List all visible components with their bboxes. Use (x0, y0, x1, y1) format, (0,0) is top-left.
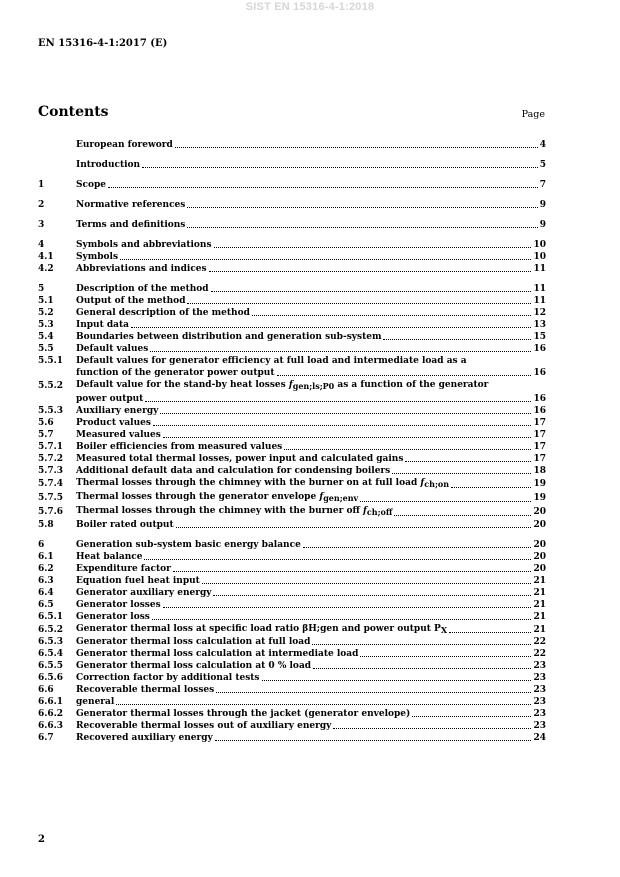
toc-entry-page: 13 (533, 320, 546, 330)
dot-leader (262, 680, 532, 681)
toc-entry-page: 22 (533, 637, 546, 647)
toc-entry-title: European foreword (76, 140, 173, 150)
dot-leader (175, 147, 538, 148)
dot-leader (360, 656, 531, 657)
toc-entry-title: Introduction (76, 160, 141, 170)
toc-entry-title: Generator thermal loss calculation at 0 % load (76, 661, 312, 671)
dot-leader (405, 461, 531, 462)
toc-entry-number: 5.8 (38, 520, 54, 530)
toc-entry-page: 21 (533, 600, 546, 610)
dot-leader (187, 207, 537, 208)
toc-entry-title: power output (76, 394, 144, 404)
toc-entry-number: 6.4 (38, 588, 54, 598)
dot-leader (108, 187, 538, 188)
toc-entry-page: 5 (539, 160, 546, 170)
toc-entry-title: Generator thermal loss calculation at intermediate load (76, 649, 359, 659)
toc-entry-number: 5.7 (38, 430, 54, 440)
dot-leader (163, 437, 532, 438)
dot-leader (412, 716, 531, 717)
toc-entry[interactable] (38, 319, 546, 331)
dot-leader (176, 527, 532, 528)
toc-entry-title: Expenditure factor (76, 564, 171, 574)
dot-leader (142, 167, 538, 168)
toc-entry-number: 2 (38, 200, 45, 210)
dot-leader (277, 375, 532, 376)
watermark: SIST EN 15316-4-1:2018 (245, 1, 375, 13)
dot-leader (313, 668, 531, 669)
toc-entry-page: 23 (533, 697, 546, 707)
toc-entry[interactable] (38, 575, 546, 587)
dot-leader (284, 449, 531, 450)
toc-entry-page: 21 (533, 588, 546, 598)
toc-entry-page: 17 (533, 454, 546, 464)
dot-leader (392, 473, 531, 474)
toc-entry-title: Symbols and abbreviations (76, 240, 212, 250)
toc-entry-page: 23 (533, 685, 546, 695)
toc-entry-number: 6.5.4 (38, 649, 64, 659)
contents-title: Contents (38, 104, 109, 120)
toc-entry-page: 11 (533, 296, 546, 306)
toc-entry-title: Thermal losses through the chimney with the burner off fch;off (76, 506, 393, 517)
toc-entry-number: 4.2 (38, 264, 54, 274)
math-symbol: f (420, 478, 425, 488)
dot-leader (360, 501, 531, 502)
toc-entry-title: Normative references (76, 200, 186, 210)
toc-entry[interactable] (38, 343, 546, 355)
toc-entry-page: 19 (533, 493, 546, 503)
dot-leader (312, 644, 531, 645)
toc-entry-title: Measured total thermal losses, power input and calculated gains (76, 454, 404, 464)
toc-entry-number: 4 (38, 240, 45, 250)
math-symbol: f (363, 506, 367, 516)
toc-entry[interactable] (38, 491, 546, 505)
toc-entry-number: 6.6.1 (38, 697, 64, 707)
dot-leader (120, 259, 531, 260)
dot-leader (163, 607, 532, 608)
toc-entry-number: 5.1 (38, 296, 54, 306)
toc-entry-number: 5.7.2 (38, 454, 64, 464)
toc-entry[interactable] (38, 219, 546, 231)
toc-entry[interactable] (38, 551, 546, 563)
toc-entry-title: Default value for the stand-by heat losses fgen;ls;P0 as a function of the generator (76, 380, 489, 391)
toc-entry[interactable] (38, 648, 546, 660)
math-subscript: gen;ls;P0 (292, 381, 335, 391)
toc-entry-title: Output of the method (76, 296, 186, 306)
toc-entry-number: 6.3 (38, 576, 54, 586)
toc-entry-title: function of the generator power output (76, 368, 275, 378)
dot-leader (214, 247, 532, 248)
toc-entry[interactable] (38, 159, 546, 171)
toc-entry-page: 23 (533, 721, 546, 731)
dot-leader (213, 595, 531, 596)
toc-entry-number: 5.5.2 (38, 381, 64, 391)
toc-entry[interactable] (38, 708, 546, 720)
toc-entry-page: 21 (533, 576, 546, 586)
toc-entry[interactable] (38, 453, 546, 465)
toc-entry-title: Measured values (76, 430, 161, 440)
toc-entry[interactable] (38, 139, 546, 151)
toc-entry-number: 5.5.1 (38, 356, 64, 366)
toc-entry-title: Thermal losses through the generator envelope fgen;env (76, 492, 359, 503)
dot-leader (131, 327, 531, 328)
toc-entry-number: 5.7.6 (38, 507, 64, 517)
dot-leader (383, 339, 531, 340)
toc-entry-number: 5 (38, 284, 45, 294)
math-subscript: ch;on (424, 479, 450, 489)
toc-entry-page: 17 (533, 442, 546, 452)
toc-entry[interactable] (38, 539, 546, 551)
dot-leader (202, 583, 532, 584)
toc-entry-page: 11 (533, 284, 546, 294)
toc-entry-number: 6.1 (38, 552, 54, 562)
toc-entry-number: 5.7.4 (38, 479, 64, 489)
toc-entry-number: 6.2 (38, 564, 54, 574)
toc-entry[interactable] (38, 672, 546, 684)
toc-entry[interactable] (38, 417, 546, 429)
dot-leader (145, 401, 531, 402)
toc-entry[interactable] (38, 429, 546, 441)
dot-leader (152, 619, 532, 620)
toc-entry[interactable] (38, 307, 546, 319)
dot-leader (187, 303, 531, 304)
dot-leader (150, 351, 531, 352)
toc-entry-title: Generator thermal loss calculation at full load (76, 637, 311, 647)
toc-entry-title: Recoverable thermal losses out of auxiliary energy (76, 721, 332, 731)
toc-entry-title: Generator thermal losses through the jacket (generator envelope) (76, 709, 411, 719)
dot-leader (252, 315, 532, 316)
dot-leader (116, 704, 531, 705)
toc-entry-title: Boiler rated output (76, 520, 174, 530)
dot-leader (173, 571, 532, 572)
dot-leader (187, 227, 537, 228)
toc-entry-page: 20 (533, 520, 546, 530)
toc-entry[interactable] (38, 477, 546, 491)
toc-entry[interactable] (38, 295, 546, 307)
toc-entry[interactable] (38, 179, 546, 191)
toc-entry-title: Generation sub-system basic energy balance (76, 540, 301, 550)
dot-leader (333, 728, 531, 729)
table-of-contents (38, 139, 546, 744)
toc-entry[interactable] (38, 393, 546, 405)
toc-entry[interactable] (38, 684, 546, 696)
toc-entry-title: Correction factor by additional tests (76, 673, 260, 683)
toc-entry-number: 4.1 (38, 252, 54, 262)
toc-entry-number: 5.4 (38, 332, 54, 342)
toc-entry-title: Generator losses (76, 600, 161, 610)
dot-leader (451, 487, 531, 488)
toc-entry-title: Default values (76, 344, 149, 354)
toc-entry-page: 7 (539, 180, 546, 190)
toc-entry-title: Product values (76, 418, 151, 428)
toc-entry-page: 18 (533, 466, 546, 476)
toc-entry-page: 16 (533, 394, 546, 404)
toc-entry-page: 21 (533, 625, 546, 635)
toc-entry-number: 6 (38, 540, 45, 550)
toc-entry[interactable] (38, 355, 546, 367)
toc-entry-page: 11 (533, 264, 546, 274)
toc-entry-page: 16 (533, 344, 546, 354)
toc-entry-number: 3 (38, 220, 45, 230)
math-symbol: f (288, 380, 293, 390)
toc-entry-number: 5.3 (38, 320, 54, 330)
toc-entry[interactable] (38, 599, 546, 611)
dot-leader (449, 632, 531, 633)
toc-entry-page: 22 (533, 649, 546, 659)
toc-entry-number: 6.7 (38, 733, 54, 743)
dot-leader (215, 740, 532, 741)
toc-entry-number: 1 (38, 180, 45, 190)
toc-entry-number: 5.2 (38, 308, 54, 318)
toc-entry[interactable] (38, 283, 546, 295)
toc-entry[interactable] (38, 441, 546, 453)
toc-entry-page: 15 (533, 332, 546, 342)
toc-entry-title: Boundaries between distribution and generation sub-system (76, 332, 382, 342)
page-column-label: Page (521, 109, 545, 120)
toc-entry-number: 5.7.5 (38, 493, 64, 503)
toc-entry-title: Recoverable thermal losses (76, 685, 215, 695)
toc-entry-number: 6.5.1 (38, 612, 64, 622)
toc-entry-page: 21 (533, 612, 546, 622)
toc-entry[interactable] (38, 199, 546, 211)
toc-entry-title: Input data (76, 320, 129, 330)
toc-entry-title: Heat balance (76, 552, 143, 562)
toc-entry-number: 5.7.1 (38, 442, 64, 452)
toc-entry-title: Recovered auxiliary energy (76, 733, 213, 743)
toc-entry-number: 6.5.6 (38, 673, 64, 683)
toc-entry-page: 24 (533, 733, 546, 743)
toc-entry-title: Boiler efficiencies from measured values (76, 442, 283, 452)
toc-entry-title: General description of the method (76, 308, 250, 318)
toc-entry[interactable] (38, 367, 546, 379)
toc-entry-page: 9 (539, 220, 546, 230)
toc-entry-page: 17 (533, 418, 546, 428)
toc-entry-title: Abbreviations and indices (76, 264, 207, 274)
toc-entry-title: Thermal losses through the chimney with the burner on at full load fch;on (76, 478, 450, 489)
toc-entry-number: 6.5.3 (38, 637, 64, 647)
toc-entry-page: 9 (539, 200, 546, 210)
toc-entry[interactable] (38, 465, 546, 477)
toc-entry[interactable] (38, 263, 546, 275)
dot-leader (160, 413, 531, 414)
toc-entry-number: 6.5.5 (38, 661, 64, 671)
toc-entry[interactable] (38, 331, 546, 343)
toc-entry-page: 20 (533, 540, 546, 550)
toc-entry-page: 4 (539, 140, 546, 150)
dot-leader (211, 291, 532, 292)
dot-leader (216, 692, 531, 693)
dot-leader (209, 271, 532, 272)
toc-entry[interactable] (38, 251, 546, 263)
toc-entry-title: Generator auxiliary energy (76, 588, 212, 598)
toc-entry[interactable] (38, 379, 546, 393)
toc-entry-page: 20 (533, 564, 546, 574)
math-subscript: X (440, 625, 448, 635)
toc-entry[interactable] (38, 660, 546, 672)
toc-entry-title: Additional default data and calculation for condensing boilers (76, 466, 391, 476)
math-symbol: f (319, 492, 324, 502)
toc-entry-page: 19 (533, 479, 546, 489)
toc-entry[interactable] (38, 623, 546, 636)
toc-entry-title: Auxiliary energy (76, 406, 159, 416)
toc-entry-title: general (76, 697, 115, 707)
toc-entry-page: 16 (533, 406, 546, 416)
dot-leader (303, 547, 532, 548)
toc-entry[interactable] (38, 636, 546, 648)
toc-entry-page: 23 (533, 661, 546, 671)
math-subscript: gen;env (323, 493, 359, 503)
toc-entry[interactable] (38, 732, 546, 744)
dot-leader (153, 425, 532, 426)
toc-entry-page: 17 (533, 430, 546, 440)
toc-entry-number: 6.6.2 (38, 709, 64, 719)
dot-leader (394, 515, 531, 516)
toc-entry[interactable] (38, 696, 546, 708)
toc-entry-title: Scope (76, 180, 107, 190)
toc-entry-number: 6.5.2 (38, 625, 64, 635)
toc-entry-number: 6.6 (38, 685, 54, 695)
toc-entry-number: 5.6 (38, 418, 54, 428)
toc-entry-title: Symbols (76, 252, 119, 262)
toc-entry[interactable] (38, 405, 546, 417)
toc-entry[interactable] (38, 720, 546, 732)
toc-entry[interactable] (38, 587, 546, 599)
toc-entry-number: 5.5.3 (38, 406, 64, 416)
page-number: 2 (38, 834, 45, 845)
toc-entry-title: Equation fuel heat input (76, 576, 200, 586)
toc-entry-page: 23 (533, 673, 546, 683)
toc-entry-number: 5.5 (38, 344, 54, 354)
toc-entry-title: Description of the method (76, 284, 209, 294)
toc-entry-page: 23 (533, 709, 546, 719)
math-subscript: ch;off (366, 507, 393, 517)
toc-entry-page: 10 (533, 252, 546, 262)
document-id: EN 15316-4-1:2017 (E) (38, 38, 168, 49)
toc-entry-title: Generator loss (76, 612, 150, 622)
toc-entry-number: 6.5 (38, 600, 54, 610)
toc-entry-page: 10 (533, 240, 546, 250)
dot-leader (144, 559, 531, 560)
toc-entry-number: 6.6.3 (38, 721, 64, 731)
toc-entry-title: Terms and definitions (76, 220, 186, 230)
toc-entry-page: 20 (533, 507, 546, 517)
toc-entry[interactable] (38, 519, 546, 531)
toc-entry-title: Default values for generator efficiency at full load and intermediate load as a (76, 356, 467, 366)
toc-entry-page: 16 (533, 368, 546, 378)
toc-entry-number: 5.7.3 (38, 466, 64, 476)
toc-entry[interactable] (38, 505, 546, 519)
toc-entry[interactable] (38, 563, 546, 575)
toc-entry-page: 20 (533, 552, 546, 562)
toc-entry-title: Generator thermal loss at specific load ratio βH;gen and power output PX (76, 624, 448, 635)
toc-entry-page: 12 (533, 308, 546, 318)
toc-entry[interactable] (38, 239, 546, 251)
toc-entry[interactable] (38, 611, 546, 623)
